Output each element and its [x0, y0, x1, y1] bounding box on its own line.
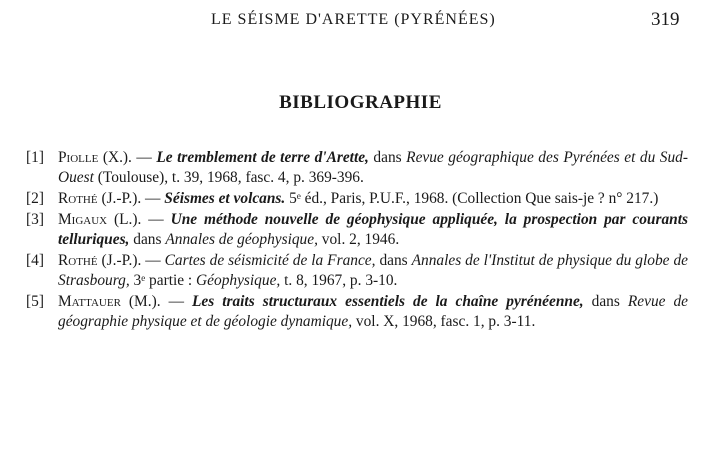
entry-title: Le tremblement de terre d'Arette, [156, 149, 369, 166]
entry-author: Rothé (J.-P.). [58, 190, 142, 207]
entry-connector: dans [129, 231, 166, 248]
entry-author: Piolle (X.). [58, 149, 132, 166]
bibliography-entry-4 [26, 251, 688, 291]
entry-journal-section: Géophysique, [196, 272, 281, 289]
section-title: BIBLIOGRAPHIE [279, 92, 442, 113]
running-header [0, 9, 709, 33]
entry-number: [3] [26, 211, 44, 228]
entry-journal: Revue géographique des Pyrénées et du Sud-Ouest [58, 149, 688, 186]
bibliography-entry-5 [26, 292, 688, 332]
entry-dash: — [141, 252, 165, 269]
entry-dash: — [160, 293, 192, 310]
entry-connector: dans [375, 252, 412, 269]
page-number: 319 [651, 9, 680, 30]
entry-author: Migaux (L.). [58, 211, 142, 228]
entry-author: Rothé (J.-P.). [58, 252, 142, 269]
entry-dash: — [141, 211, 171, 228]
entry-details-pages: t. 8, 1967, p. 3-10. [280, 272, 398, 289]
entry-connector: dans [583, 293, 628, 310]
entry-number: [1] [26, 149, 44, 166]
bibliography-entry-1 [26, 148, 688, 188]
entry-title: Les traits structuraux essentiels de la chaîne pyrénéenne, [191, 293, 584, 310]
entry-number: [4] [26, 252, 44, 269]
entry-dash: — [141, 190, 165, 207]
entry-dash: — [131, 149, 157, 166]
entry-details: (Toulouse), t. 39, 1968, fasc. 4, p. 369-396. [93, 169, 364, 186]
entry-author: Mattauer (M.). [58, 293, 161, 310]
entry-title: Séismes et volcans. [164, 190, 286, 207]
entry-number: [2] [26, 190, 44, 207]
entry-journal: Annales de l'Institut de physique du globe de Strasbourg, [58, 252, 688, 289]
bibliography-entry-2 [26, 189, 688, 209]
bibliography-entry-3 [26, 210, 688, 250]
entry-number: [5] [26, 293, 44, 310]
bibliography-list [26, 148, 688, 333]
entry-details: vol. X, 1968, fasc. 1, p. 3-11. [352, 313, 536, 330]
entry-details: 5ᵉ éd., Paris, P.U.F., 1968. (Collection Que sais-je ? n° 217.) [285, 190, 659, 207]
entry-title: Cartes de séismicité de la France, [164, 252, 376, 269]
entry-details: vol. 2, 1946. [317, 231, 400, 248]
entry-details: 3ᵉ partie : [129, 272, 197, 289]
entry-title: Une méthode nouvelle de géophysique appliquée, la prospection par courants telluriques, [58, 211, 688, 248]
entry-connector: dans [368, 149, 407, 166]
entry-journal: Revue de géographie physique et de géologie dynamique, [58, 293, 688, 330]
running-title: LE SÉISME D'ARETTE (PYRÉNÉES) [211, 11, 496, 28]
entry-journal: Annales de géophysique, [165, 231, 318, 248]
